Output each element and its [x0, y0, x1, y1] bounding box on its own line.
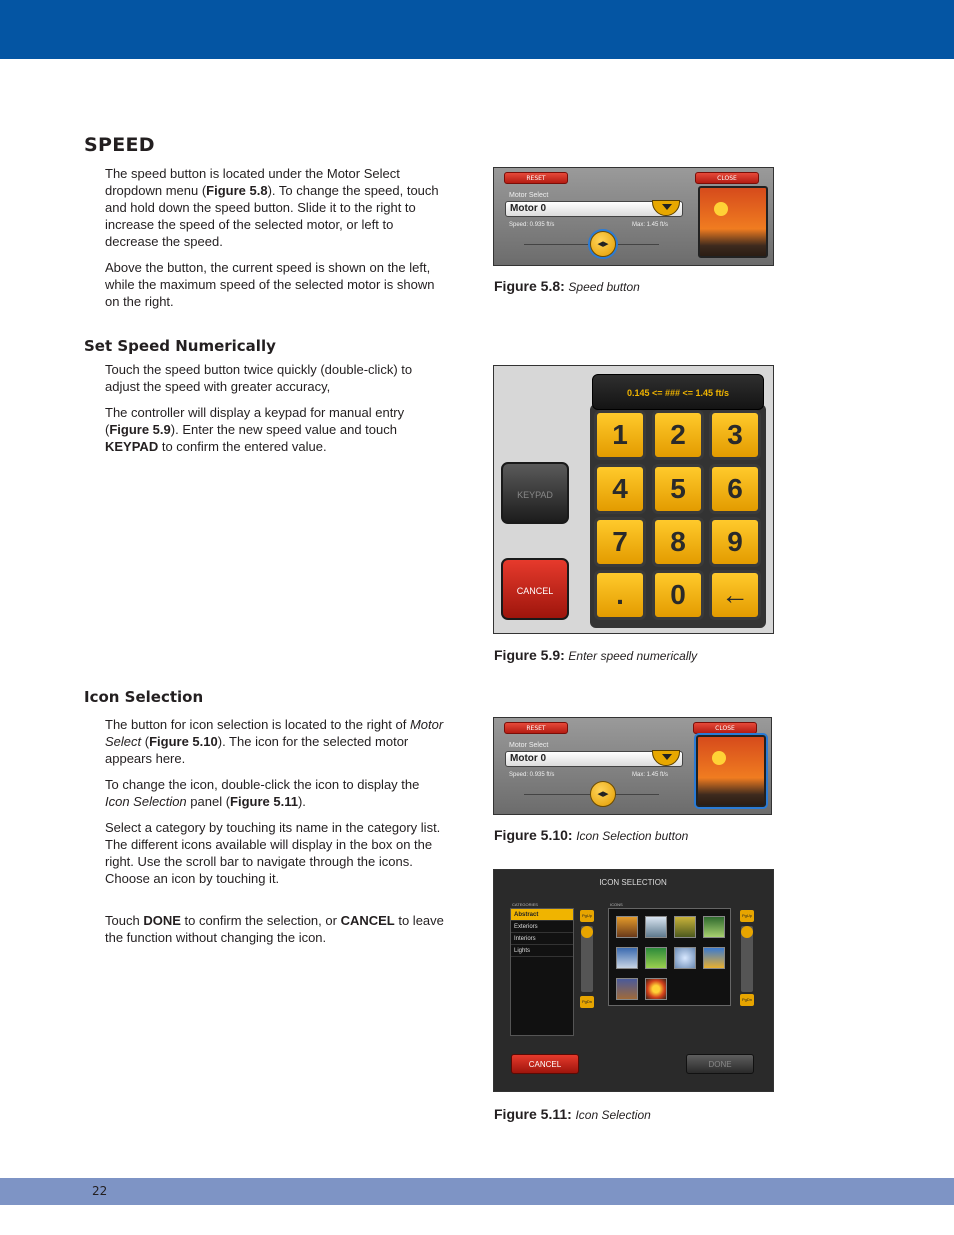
- motor-select-label: Motor Select: [509, 742, 549, 749]
- icon-thumbnail[interactable]: [645, 978, 667, 1000]
- icon-cancel-button[interactable]: CANCEL: [511, 1054, 579, 1074]
- category-page-down-button[interactable]: PgDn: [580, 996, 594, 1008]
- section-heading-speed: SPEED: [84, 134, 155, 156]
- keypad-key[interactable]: 9: [709, 517, 761, 567]
- category-list: [510, 908, 574, 1036]
- chevron-down-icon: [652, 200, 680, 216]
- keypad-key[interactable]: 1: [594, 410, 646, 460]
- icon-grid: [608, 908, 731, 1006]
- speed-button[interactable]: ◂▸: [590, 781, 616, 807]
- icon-done-button[interactable]: DONE: [686, 1054, 754, 1074]
- icon-selection-paragraph-2: To change the icon, double-click the icon to display the Icon Selection panel (Figure 5.11).: [105, 777, 420, 809]
- motor-select-value: Motor 0: [510, 753, 547, 764]
- sun-icon: [712, 751, 726, 765]
- figure-5-8-screenshot: [493, 167, 774, 266]
- icons-page-up-button[interactable]: PgUp: [740, 910, 754, 922]
- icon-thumbnail[interactable]: [674, 916, 696, 938]
- category-scroll-thumb[interactable]: [581, 926, 593, 938]
- footer-bar: [0, 1178, 954, 1205]
- max-speed-label: Max: 1.45 ft/s: [632, 772, 669, 778]
- figure-5-9-caption: Figure 5.9: Enter speed numerically: [494, 647, 698, 663]
- current-speed-label: Speed: 0.935 ft/s: [509, 222, 555, 228]
- max-speed-label: Max: 1.45 ft/s: [632, 222, 669, 228]
- sun-icon: [714, 202, 728, 216]
- motor-select-dropdown[interactable]: [505, 751, 683, 767]
- icon-selection-paragraph-4: Touch DONE to confirm the selection, or CANCEL to leave the function without changing the icon.: [105, 913, 444, 945]
- category-item-interiors[interactable]: Interiors: [511, 933, 573, 945]
- icon-thumbnail[interactable]: [645, 947, 667, 969]
- figure-5-10-screenshot: [493, 717, 772, 815]
- reset-button[interactable]: RESET: [504, 172, 568, 184]
- figure-5-11-caption: Figure 5.11: Icon Selection: [494, 1106, 651, 1122]
- keypad-key[interactable]: 7: [594, 517, 646, 567]
- icons-page-down-button[interactable]: PgDn: [740, 994, 754, 1006]
- category-item-exteriors[interactable]: Exteriors: [511, 921, 573, 933]
- figure-5-8-caption: Figure 5.8: Speed button: [494, 278, 640, 294]
- speed-button[interactable]: ◂▸: [590, 231, 616, 257]
- figure-5-9-screenshot: [493, 365, 774, 634]
- section-heading-set-speed: Set Speed Numerically: [84, 337, 276, 355]
- icons-scroll-thumb[interactable]: [741, 926, 753, 938]
- close-button[interactable]: CLOSE: [695, 172, 759, 184]
- chevron-down-icon: [652, 750, 680, 766]
- keypad-key[interactable]: 3: [709, 410, 761, 460]
- section-heading-icon-selection: Icon Selection: [84, 688, 204, 706]
- header-bar: [0, 0, 954, 59]
- figure-5-11-screenshot: [493, 869, 774, 1092]
- speed-paragraph-1: The speed button is located under the Motor Select dropdown menu (Figure 5.8). To change the speed, touch and hold down the speed button. Slide it to the right to increase the speed of the selected motor, or left to decrease the speed.: [105, 166, 439, 249]
- reset-button[interactable]: RESET: [504, 722, 568, 734]
- icon-thumbnail[interactable]: [616, 978, 638, 1000]
- keypad-key[interactable]: 6: [709, 464, 761, 514]
- icon-selection-title: ICON SELECTION: [599, 878, 667, 887]
- motor-select-dropdown[interactable]: [505, 201, 683, 217]
- close-button[interactable]: CLOSE: [693, 722, 757, 734]
- set-speed-paragraph-1: Touch the speed button twice quickly (double-click) to adjust the speed with greater accuracy,: [105, 362, 413, 394]
- keypad-key[interactable]: 4: [594, 464, 646, 514]
- page-number: 22: [92, 1184, 108, 1198]
- icon-thumbnail[interactable]: [703, 947, 725, 969]
- current-speed-label: Speed: 0.935 ft/s: [509, 772, 555, 778]
- icon-thumbnail[interactable]: [616, 916, 638, 938]
- keypad-key[interactable]: ←: [709, 570, 761, 620]
- icon-thumbnail[interactable]: [645, 916, 667, 938]
- keypad-key[interactable]: 0: [652, 570, 704, 620]
- icon-selection-paragraph-1: The button for icon selection is located to the right of Motor Select (Figure 5.10). The icon for the selected motor appears here.: [105, 717, 444, 766]
- category-item-lights[interactable]: Lights: [511, 945, 573, 957]
- icon-selection-paragraph-3: Select a category by touching its name in the category list. The different icons available will display in the box on the right. Use the scroll bar to navigate through the icons. Choose an icon by touching it.: [105, 820, 441, 886]
- keypad-key[interactable]: 5: [652, 464, 704, 514]
- motor-select-label: Motor Select: [509, 192, 549, 199]
- figure-5-10-caption: Figure 5.10: Icon Selection button: [494, 827, 689, 843]
- keypad-key[interactable]: 2: [652, 410, 704, 460]
- keypad-confirm-button[interactable]: KEYPAD: [501, 462, 569, 524]
- categories-label: CATEGORIES: [512, 902, 538, 907]
- keypad-key[interactable]: 8: [652, 517, 704, 567]
- keypad-key[interactable]: .: [594, 570, 646, 620]
- icon-thumbnail[interactable]: [703, 916, 725, 938]
- keypad-cancel-button[interactable]: CANCEL: [501, 558, 569, 620]
- icon-thumbnail[interactable]: [616, 947, 638, 969]
- category-item-abstract[interactable]: Abstract: [511, 909, 573, 921]
- icon-thumbnail[interactable]: [674, 947, 696, 969]
- motor-icon-button[interactable]: [696, 735, 766, 807]
- icons-label: ICONS: [610, 902, 623, 907]
- set-speed-paragraph-2: The controller will display a keypad for manual entry (Figure 5.9). Enter the new speed value and touch KEYPAD to confirm the entered value.: [105, 405, 405, 454]
- motor-icon-button[interactable]: [698, 186, 768, 258]
- category-page-up-button[interactable]: PgUp: [580, 910, 594, 922]
- speed-paragraph-2: Above the button, the current speed is shown on the left, while the maximum speed of the selected motor is shown on the right.: [105, 260, 435, 309]
- motor-select-value: Motor 0: [510, 203, 547, 214]
- keypad-display: 0.145 <= ### <= 1.45 ft/s: [592, 374, 764, 410]
